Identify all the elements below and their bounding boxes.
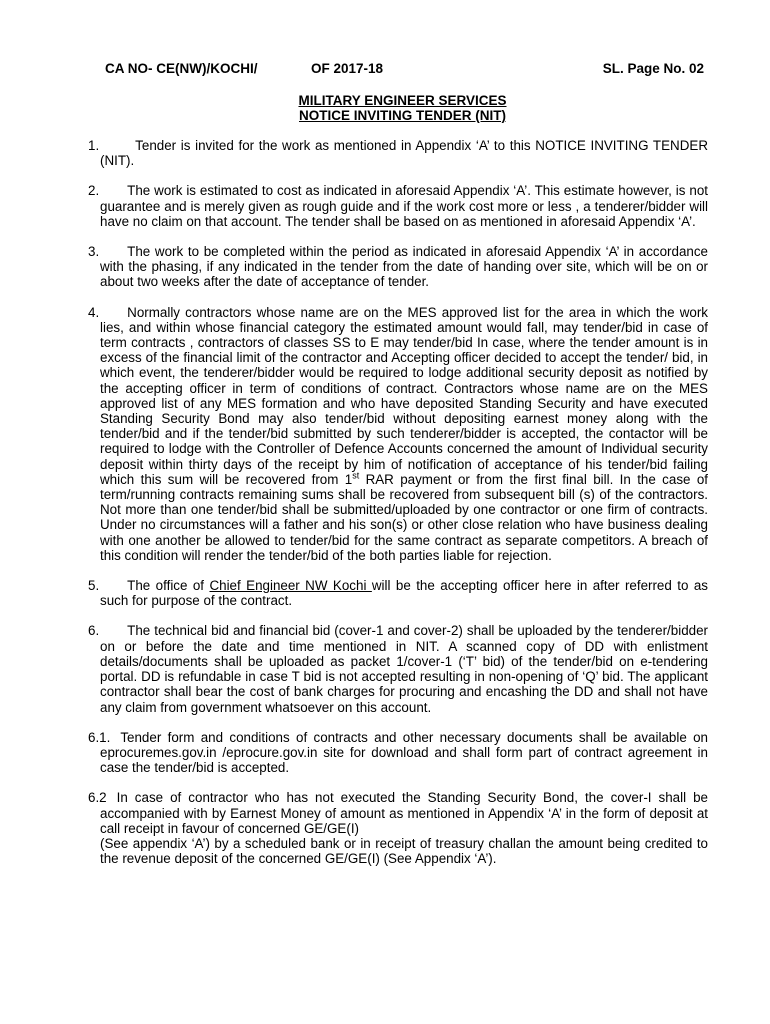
paragraph-number: 6. bbox=[88, 623, 100, 639]
paragraph-text: The work is estimated to cost as indicated in aforesaid Appendix ‘A’. This estimate however, is not guarantee and is merely given as rough guide and if the work cost more or less , a tenderer/bidder will have no claim on that account. The tender shall be based on as mentioned in aforesaid Appendix ‘A’. bbox=[100, 183, 708, 229]
paragraph-text-continued: RAR payment or from the first final bill. In the case of term/running contracts remaining sums shall be recovered from subsequent bill (s) of the contractors. Not more than one tender/bid shall be submitted/uploaded by one contractor or one firm of contracts. Under no circumstances will a father and his son(s) or other close relation who have business dealing with one another be allowed to tender/bid for the same contract as separate competitors. A breach of this condition will render the tender/bid of the both parties liable for rejection. bbox=[100, 471, 708, 563]
paragraph-2 bbox=[88, 183, 708, 229]
paragraph-text: Tender form and conditions of contracts and other necessary documents shall be available on eprocuremes.gov.in /eprocure.gov.in site for download and shall form part of contract agreement in case the tender/bid is accepted. bbox=[100, 729, 708, 776]
paragraph-number: 3. bbox=[88, 244, 100, 260]
contract-year: OF 2017-18 bbox=[311, 61, 384, 76]
superscript: st bbox=[352, 470, 360, 481]
paragraph-text-continued: (See appendix ‘A’) by a scheduled bank or in receipt of treasury challan the amount being credited to the revenue deposit of the concerned GE/GE(I) (See Appendix ‘A’). bbox=[100, 835, 708, 867]
paragraph-1 bbox=[88, 138, 708, 169]
paragraph-4 bbox=[88, 304, 708, 563]
paragraph-6-1 bbox=[88, 729, 708, 776]
paragraph-number: 6.1. bbox=[88, 729, 111, 745]
paragraph-number: 5. bbox=[88, 578, 100, 594]
paragraph-text: The office of bbox=[127, 578, 210, 594]
page-header bbox=[105, 61, 704, 79]
page-number: SL. Page No. 02 bbox=[602, 61, 704, 76]
paragraph-6-2 bbox=[88, 790, 708, 867]
paragraph-text: The work to be completed within the period as indicated in aforesaid Appendix ‘A’ in accordance with the phasing, if any indicated in the tender from the date of handing over site, which will be on or about two weeks after the date of acceptance of tender. bbox=[100, 244, 708, 290]
paragraph-6 bbox=[88, 623, 708, 715]
paragraph-text: In case of contractor who has not executed the Standing Security Bond, the cover-I shall be accompanied with by Earnest Money of amount as mentioned in Appendix ‘A’ in the form of deposit at call receipt in favour of concerned GE/GE(I) bbox=[100, 790, 708, 836]
notice-title: NOTICE INVITING TENDER (NIT) bbox=[299, 108, 506, 123]
paragraph-number: 2. bbox=[88, 183, 100, 199]
ca-number: CA NO- CE(NW)/KOCHI/ bbox=[105, 61, 258, 76]
paragraph-text-continued: will be the accepting officer here in after referred to as such for purpose of the contract. bbox=[100, 578, 708, 609]
paragraph-number: 4. bbox=[88, 304, 100, 320]
accepting-officer: Chief Engineer NW Kochi bbox=[209, 578, 372, 594]
paragraph-number: 6.2 bbox=[88, 790, 107, 806]
document-titles bbox=[0, 93, 770, 123]
paragraph-text: Tender is invited for the work as mentioned in Appendix ‘A’ to this NOTICE INVITING TENDER (NIT). bbox=[100, 138, 708, 169]
paragraph-5 bbox=[88, 578, 708, 609]
organization-title: MILITARY ENGINEER SERVICES bbox=[298, 93, 507, 108]
paragraph-number: 1. bbox=[88, 138, 100, 153]
paragraph-text: The technical bid and financial bid (cover-1 and cover-2) shall be uploaded by the tenderer/bidder on or before the date and time mentioned in NIT. A scanned copy of DD with enlistment details/documents shall be uploaded as packet 1/cover-1 (‘T’ bid) of the tender/bid on e-tendering portal. DD is refundable in case T bid is not accepted resulting in non-opening of ‘Q’ bid. The applicant contractor shall bear the cost of bank charges for procuring and encashing the DD and shall not have any claim from government whatsoever on this account. bbox=[100, 623, 708, 715]
paragraph-text: Normally contractors whose name are on the MES approved list for the area in which the work lies, and within whose financial category the estimated amount would fall, may tender/bid in case of term contracts , contractors of classes SS to E may tender/bid In case, where the tender amount is in excess of the financial limit of the contractor and Accepting officer decided to accept the tender/ bid, in which event, the tenderer/bidder would be required to lodge additional security deposit as notified by the accepting officer in term of conditions of contract. Contractors whose name are on the MES approved list of any MES formation and who have deposited Standing Security and have executed Standing Security Bond may also tender/bid without depositing earnest money along with the tender/bid and if the tender/bid submitted by such tenderer/bidder is accepted, the contactor will be required to lodge with the Controller of Defence Accounts concerned the amount of Individual security deposit within thirty days of the receipt by him of notification of acceptance of his tender/bid failing which this sum will be recovered from 1 bbox=[100, 304, 708, 487]
document-body bbox=[88, 138, 708, 881]
paragraph-3 bbox=[88, 244, 708, 290]
